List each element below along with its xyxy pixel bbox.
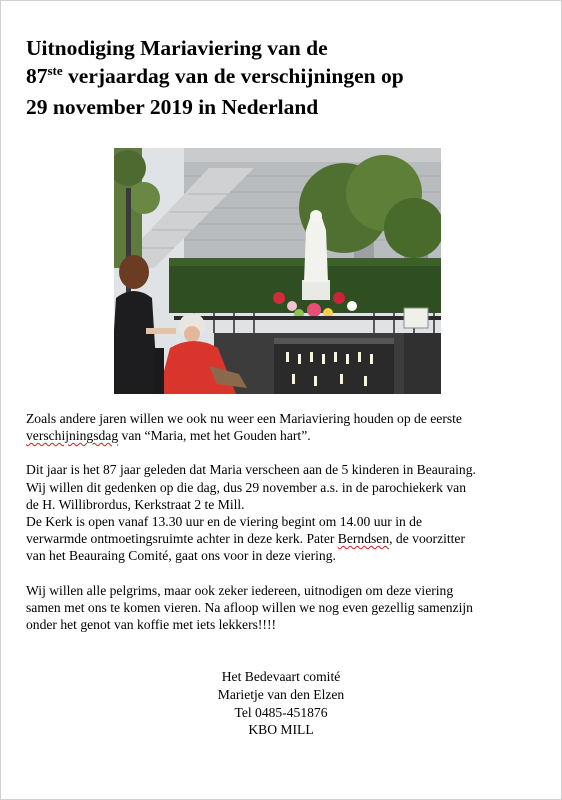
title-line-3: 29 november 2019 in Nederland [26,95,319,119]
paragraph-3 [26,582,546,634]
paragraph-2 [26,461,546,564]
document-title [26,34,546,121]
invitation-body [26,410,546,633]
signature-phone: Tel 0485-451876 [234,704,328,720]
signature-group: KBO MILL [248,722,314,738]
shrine-photo [114,148,441,394]
p2-line-6: van het Beauraing Comité, gaat ons voor in deze viering. [26,548,336,564]
p2-line-5b: , de voorzitter [389,531,465,547]
p2-line-2: Wij willen dit gedenken op die dag, dus 29 november a.s. in de parochiekerk van [26,479,466,495]
p2-line-5a: verwarmde ontmoetingsruimte achter in deze kerk. Pater [26,531,338,547]
title-superscript: ste [47,63,63,78]
p3-line-1: Wij willen alle pelgrims, maar ook zeker iedereen, uitnodigen om deze viering [26,582,454,598]
spellcheck-word-berndsen: Berndsen [337,531,390,547]
title-number: 87 [26,64,48,88]
p1-line-1: Zoals andere jaren willen we ook nu weer een Mariaviering houden op de eerste [26,411,462,426]
spellcheck-word-verschijningsdag: verschijningsdag [26,428,119,444]
signature-name: Marietje van den Elzen [217,686,345,702]
title-line-1: Uitnodiging Mariaviering van de [26,36,328,60]
title-line-2 [26,62,546,93]
p2-line-3: de H. Willibrordus, Kerkstraat 2 te Mill. [26,496,245,512]
signature-block [0,668,562,739]
paragraph-1 [26,410,546,444]
p3-line-2: samen met ons te komen vieren. Na afloop willen we nog even gezellig samenzijn [26,599,473,615]
p2-line-4: De Kerk is open vanaf 13.30 uur en de viering begint om 14.00 uur in de [26,514,423,530]
p3-line-3: onder het genot van koffie met iets lekkers!!!! [26,617,277,633]
signature-organisation: Het Bedevaart comité [221,669,341,684]
title-line-2-rest: verjaardag van de verschijningen op [62,64,404,88]
p1-line-2-rest: van “Maria, met het Gouden hart”. [118,428,311,444]
p2-line-1: Dit jaar is het 87 jaar geleden dat Maria verscheen aan de 5 kinderen in Beauraing. [26,462,476,478]
